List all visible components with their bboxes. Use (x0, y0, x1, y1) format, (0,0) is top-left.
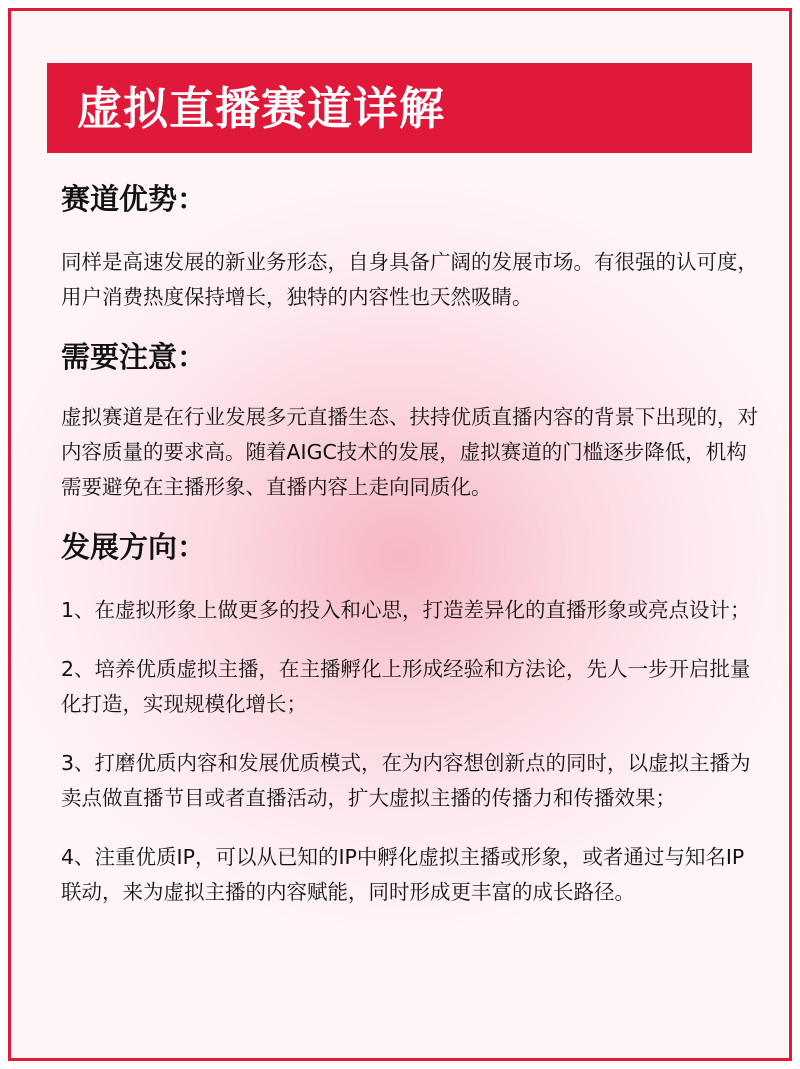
list-item: 4、注重优质IP，可以从已知的IP中孵化虚拟主播或形象，或者通过与知名IP联动，来为虚拟主播的内容赋能，同时形成更丰富的成长路径。 (61, 845, 745, 905)
page-title: 虚拟直播赛道详解 (77, 81, 446, 135)
article-body (61, 181, 761, 910)
section-text-attention: 虚拟赛道是在行业发展多元直播生态、扶持优质直播内容的背景下出现的，对内容质量的要求高。随着AIGC技术的发展，虚拟赛道的门槛逐步降低，机构需要避免在主播形象、直播内容上走向同质化。 (61, 405, 758, 500)
content-frame (8, 8, 792, 1061)
list-item: 1、在虚拟形象上做更多的投入和心思，打造差异化的直播形象或亮点设计； (61, 598, 751, 623)
section-heading-attention: 需要注意： (61, 339, 207, 374)
title-banner (47, 63, 752, 153)
list-item: 2、培养优质虚拟主播，在主播孵化上形成经验和方法论，先人一步开启批量化打造，实现规模化增长； (61, 657, 751, 717)
section-heading-direction: 发展方向： (61, 530, 207, 565)
section-text-advantages: 同样是高速发展的新业务形态，自身具备广阔的发展市场。有很强的认可度，用户消费热度保持增长，独特的内容性也天然吸睛。 (61, 249, 758, 309)
section-heading-advantages: 赛道优势： (61, 182, 207, 216)
list-item: 3、打磨优质内容和发展优质模式，在为内容想创新点的同时，以虚拟主播为卖点做直播节目或者直播活动，扩大虚拟主播的传播力和传播效果； (61, 751, 751, 811)
